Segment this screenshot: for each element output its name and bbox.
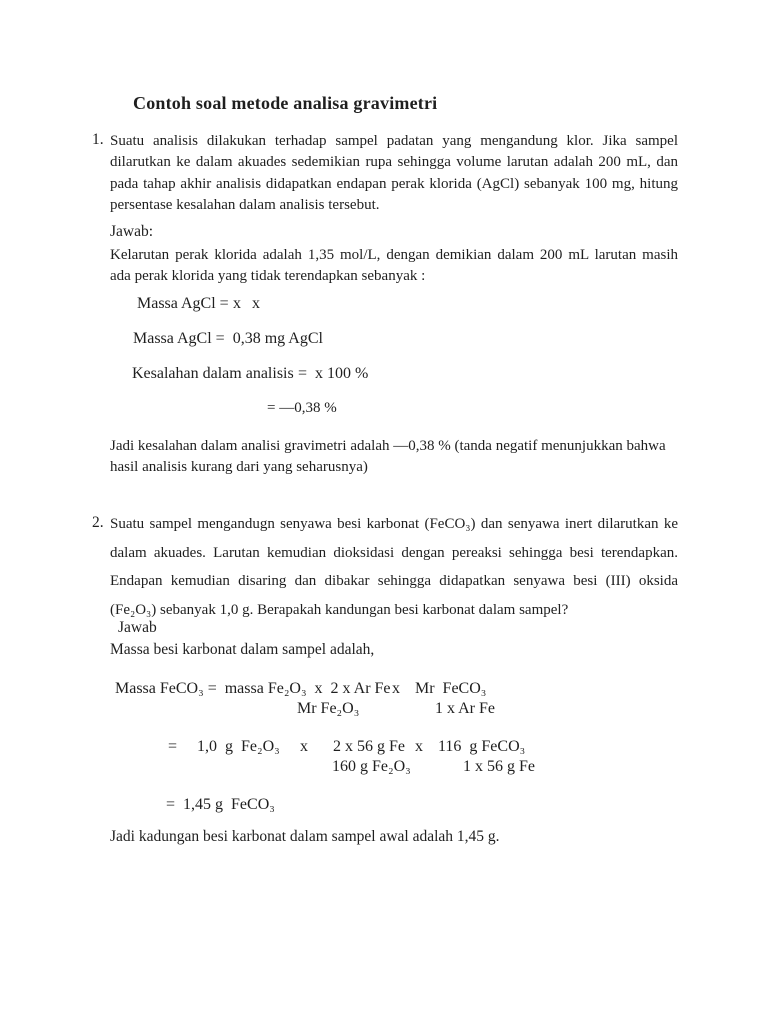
formula-segment: = 1,45 g FeCO₃ [166, 796, 275, 813]
text-line: persentase kesalahan dalam analisis tersebut. [110, 196, 380, 213]
text-line: pada tahap akhir analisis didapatkan endapan perak klorida (AgCl) sebanyak 100 mg, hitung [110, 175, 678, 192]
text-line: dilarutkan ke dalam akuades sedemikian rupa sehingga volume larutan adalah 200 mL, dan [110, 154, 678, 171]
formula-segment: 116 g FeCO₃ [438, 738, 526, 755]
formula-segment: x [300, 738, 308, 755]
formula-segment: x [252, 295, 260, 312]
formula-segment: Massa FeCO₃ = massa Fe₂O₃ x 2 x Ar Fe [115, 680, 391, 697]
answer-1-label: Jawab: [110, 223, 154, 240]
answer-2-intro: Massa besi karbonat dalam sampel adalah, [110, 641, 375, 658]
text-line: Endapan kemudian disaring dan dibakar sehingga didapatkan senyawa besi (III) oksida [110, 573, 678, 590]
answer-1-intro [110, 245, 678, 288]
formula-segment: Massa AgCl = [137, 295, 229, 312]
text-line: Jadi kesalahan dalam analisi gravimetri adalah —0,38 % (tanda negatif menunjukkan bahwa [110, 438, 666, 454]
formula-segment: 160 g Fe₂O₃ [332, 758, 411, 775]
formula-segment: = [298, 365, 308, 382]
text-line: Suatu sampel mengandugn senyawa besi karbonat (FeCO₃) dan senyawa inert dilarutkan ke [110, 516, 678, 532]
formula-segment: = [168, 738, 178, 755]
text-line: dalam akuades. Larutan kemudian dioksidasi dengan pereaksi sehingga besi terendapkan. [110, 544, 678, 561]
formula-segment: 1 x 56 g Fe [463, 758, 535, 775]
problem-2-number: 2. [92, 514, 104, 531]
formula-segment: x 100 % [315, 365, 369, 382]
problem-2-text [110, 510, 678, 624]
problem-1-number: 1. [92, 131, 104, 148]
formula-segment: Mr FeCO₃ [415, 680, 487, 697]
formula-segment: Mr Fe₂O₃ [297, 700, 360, 717]
conclusion-2: Jadi kadungan besi karbonat dalam sampel awal adalah 1,45 g. [110, 828, 500, 845]
formula-segment: x [233, 295, 241, 312]
formula-segment: 2 x 56 g Fe [333, 738, 405, 755]
text-line: ada perak klorida yang tidak terendapkan sebanyak : [110, 268, 426, 285]
formula-segment: Kesalahan dalam analisis [132, 365, 294, 382]
text-line: hasil analisis kurang dari yang seharusnya) [110, 459, 368, 476]
text-line: Kelarutan perak klorida adalah 1,35 mol/L, dengan demikian dalam 200 mL larutan masih [110, 247, 678, 263]
text-line: (Fe₂O₃) sebanyak 1,0 g. Berapakah kandungan besi karbonat dalam sampel? [110, 601, 569, 618]
document-title: Contoh soal metode analisa gravimetri [133, 93, 438, 113]
answer-2-label: Jawab [118, 619, 157, 636]
problem-1-text [110, 131, 678, 216]
formula-segment: x [392, 680, 400, 697]
formula-segment: x [415, 738, 423, 755]
conclusion-1 [110, 436, 678, 479]
formula-segment: 1,0 g Fe₂O₃ [197, 738, 280, 755]
formula-segment: Massa AgCl = 0,38 mg AgCl [133, 330, 323, 347]
formula-segment: = —0,38 % [267, 400, 337, 416]
text-line: Suatu analisis dilakukan terhadap sampel padatan yang mengandung klor. Jika sampel [110, 133, 678, 149]
formula-segment: 1 x Ar Fe [435, 700, 495, 717]
